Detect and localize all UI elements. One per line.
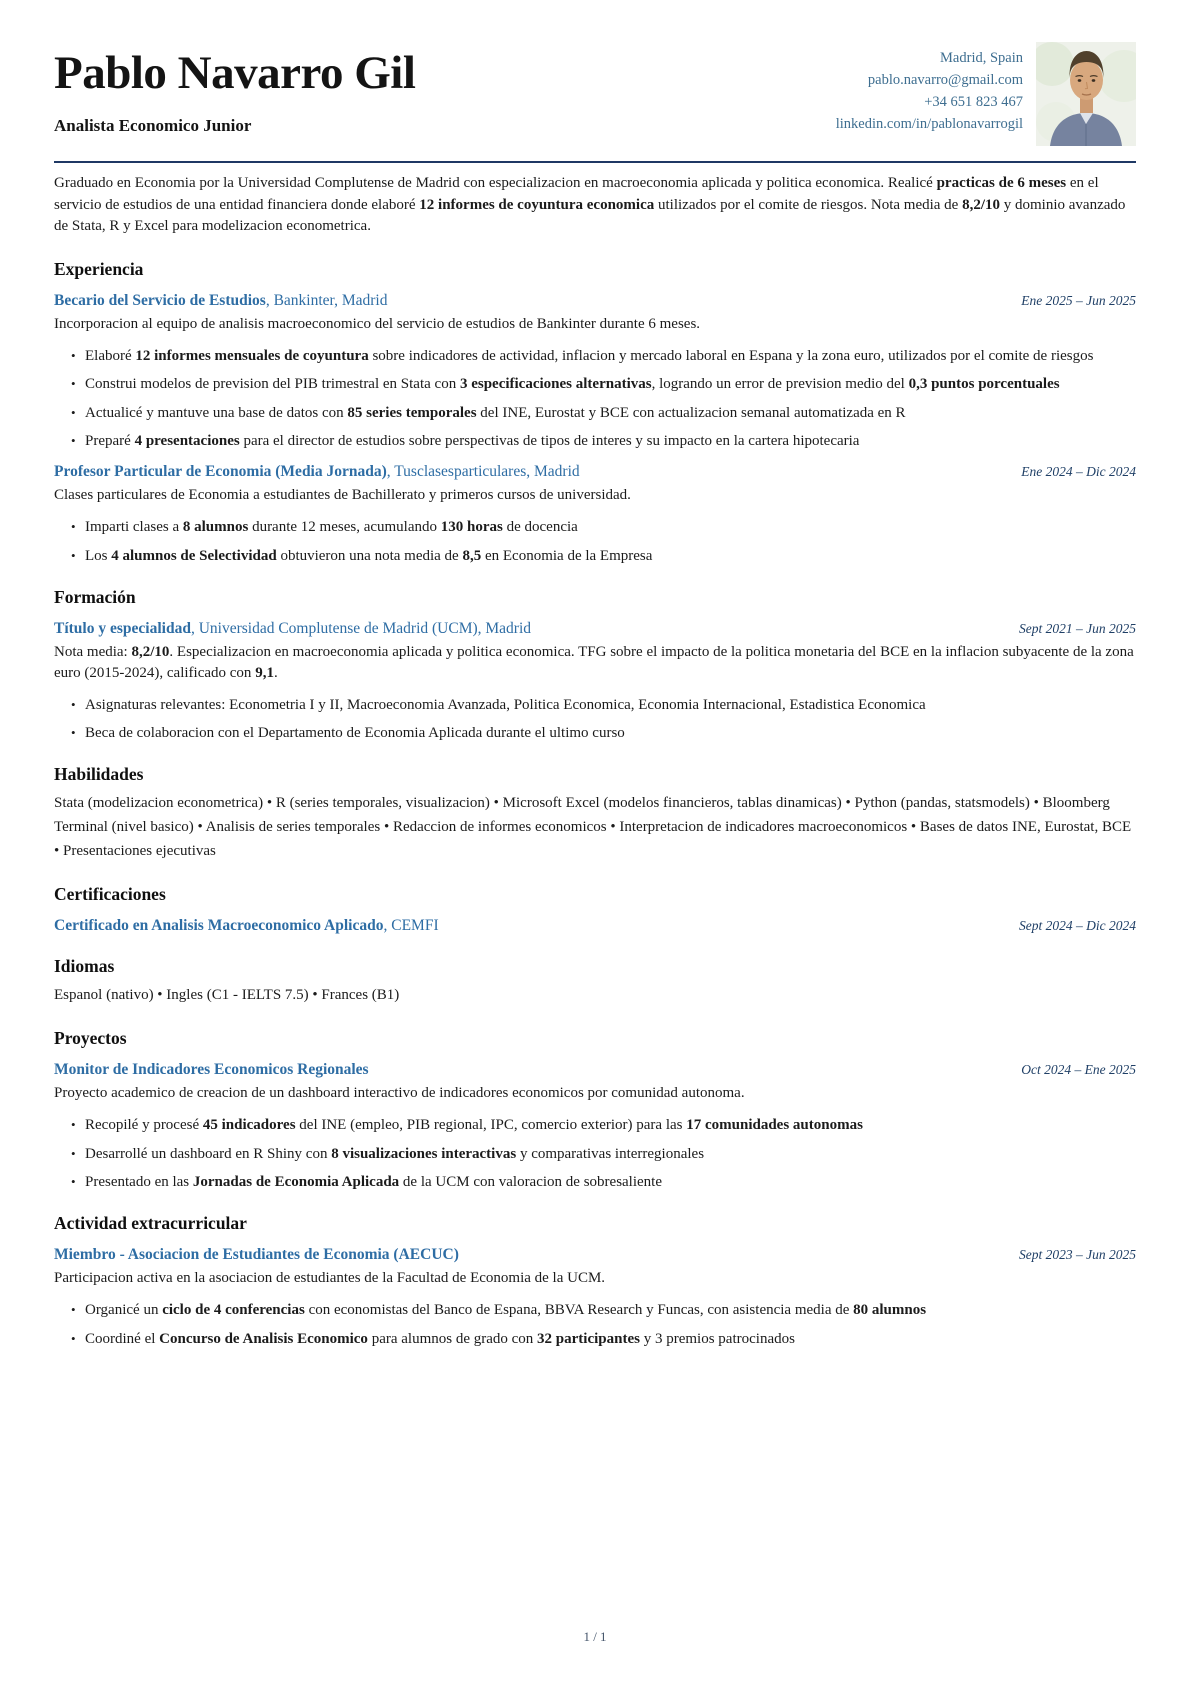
entry xyxy=(54,1061,1136,1192)
bullet-item xyxy=(85,723,1136,743)
text-segment: con economistas del Banco de Espana, BBVA Research y Funcas, con asistencia media de xyxy=(304,1302,854,1318)
bullet-item xyxy=(85,1329,1136,1349)
entry xyxy=(54,917,1136,935)
text-segment: Elaboré xyxy=(85,347,136,364)
highlighted-text: 0,3 puntos porcentuales xyxy=(908,376,1060,392)
contact-email: pablo.navarro@gmail.com xyxy=(867,72,1023,88)
entry-head xyxy=(54,1246,1136,1264)
section-paragraph-habilidades xyxy=(54,791,1136,863)
section-heading-actividad-extracurricular: Actividad extracurricular xyxy=(54,1213,247,1233)
text-segment: obtuvieron una nota media de xyxy=(276,547,463,564)
text-segment: sobre indicadores de actividad, inflacion y mercado laboral en Espana y la zona euro, utilizados por el comite de riesgos xyxy=(368,347,1094,364)
entry-date-range: Sept 2023 – Jun 2025 xyxy=(1019,1247,1136,1262)
entry-head xyxy=(54,292,1136,310)
entry xyxy=(54,620,1136,744)
text-segment: . Especializacion en macroeconomia aplicada y politica economica. TFG sobre el impacto de la politica monetaria del BCE en la inflacion subyacente de la zona euro (2015-2024), calificado con xyxy=(54,643,1134,681)
text-segment: Desarrollé un dashboard en R Shiny con xyxy=(85,1145,332,1162)
entry-organization: , Tusclasesparticulares, Madrid xyxy=(386,463,580,480)
job-title: Analista Economico Junior xyxy=(54,115,252,135)
profile-photo xyxy=(1036,42,1136,146)
highlighted-text: 8 visualizaciones interactivas xyxy=(331,1145,517,1162)
entry-bullet-list xyxy=(54,1300,1136,1349)
entry-date-range: Oct 2024 – Ene 2025 xyxy=(1021,1062,1136,1077)
text-segment: del INE (empleo, PIB regional, IPC, comercio exterior) para las xyxy=(295,1117,687,1133)
profile-photo-image xyxy=(1036,42,1136,146)
entry xyxy=(54,463,1136,566)
entry-description: Participacion activa en la asociacion de estudiantes de la Facultad de Economia de la UCM. xyxy=(54,1270,606,1286)
entry-title: Becario del Servicio de Estudios xyxy=(54,291,266,309)
section-actividad-extracurricular xyxy=(54,1213,1136,1349)
section-habilidades xyxy=(54,764,1136,863)
entry-title-group xyxy=(54,620,531,638)
highlighted-text: Concurso de Analisis Economico xyxy=(159,1330,368,1347)
text-segment: durante 12 meses, acumulando xyxy=(248,519,441,535)
section-heading-idiomas: Idiomas xyxy=(54,956,115,976)
highlighted-text: 8,2/10 xyxy=(131,643,170,660)
section-paragraph-idiomas xyxy=(54,983,1136,1007)
text-segment: Espanol (nativo) • Ingles (C1 - IELTS 7.5) • Frances (B1) xyxy=(54,987,400,1003)
summary-paragraph xyxy=(54,173,1136,238)
highlighted-text: 3 especificaciones alternativas xyxy=(459,376,652,392)
entry xyxy=(54,292,1136,452)
text-segment: Nota media: xyxy=(54,643,132,660)
entry-description: Incorporacion al equipo de analisis macroeconomico del servicio de estudios de Bankinter durante 6 meses. xyxy=(54,315,701,332)
entry-title-group xyxy=(54,463,580,481)
highlighted-text: 32 participantes xyxy=(537,1330,640,1347)
highlighted-text: 12 informes de coyuntura economica xyxy=(419,196,655,213)
page-indicator: 1 / 1 xyxy=(583,1629,607,1644)
text-segment: para el director de estudios sobre perspectivas de tipos de interes y su impacto en la cartera hipotecaria xyxy=(239,433,860,449)
bullet-item xyxy=(85,546,1136,566)
text-segment: Graduado en Economia por la Universidad Complutense de Madrid con especializacion en macroeconomia aplicada y politica economica. Realicé xyxy=(54,175,937,191)
person-name: Pablo Navarro Gil xyxy=(54,47,416,99)
text-segment: Recopilé y procesé xyxy=(85,1117,203,1133)
contact-location: Madrid, Spain xyxy=(940,50,1023,66)
text-segment: Los xyxy=(85,547,112,564)
section-heading-habilidades: Habilidades xyxy=(54,764,144,784)
sections xyxy=(54,259,1136,1349)
entry-head xyxy=(54,917,1136,935)
entry-date-range: Ene 2025 – Jun 2025 xyxy=(1021,292,1136,308)
text-segment: , logrando un error de prevision medio del xyxy=(651,376,909,392)
contact-block xyxy=(836,47,1023,135)
text-segment: Organicé un xyxy=(85,1302,163,1318)
text-segment: y 3 premios patrocinados xyxy=(639,1330,795,1347)
entry-organization: , CEMFI xyxy=(383,917,439,934)
entry-bullet-list xyxy=(54,1115,1136,1192)
highlighted-text: 85 series temporales xyxy=(347,404,477,421)
entry-bullet-list xyxy=(54,346,1136,452)
highlighted-text: 8,2/10 xyxy=(962,196,1001,213)
section-heading-proyectos: Proyectos xyxy=(54,1028,127,1048)
bullet-item xyxy=(85,517,1136,537)
text-segment: Imparti clases a xyxy=(85,519,183,535)
header xyxy=(54,42,1136,146)
highlighted-text: Jornadas de Economia Aplicada xyxy=(192,1174,400,1190)
section-heading-experiencia: Experiencia xyxy=(54,258,144,279)
text-segment: Beca de colaboracion con el Departamento de Economia Aplicada durante el ultimo curso xyxy=(85,725,625,741)
entry-date-range: Sept 2021 – Jun 2025 xyxy=(1019,620,1136,636)
bullet-item xyxy=(85,695,1136,715)
entry-head xyxy=(54,620,1136,638)
highlighted-text: 8,5 xyxy=(462,547,482,564)
text-segment: Coordiné el xyxy=(85,1330,160,1347)
entry xyxy=(54,1246,1136,1349)
contact-linkedin: linkedin.com/in/pablonavarrogil xyxy=(835,116,1023,132)
entry-organization: , Universidad Complutense de Madrid (UCM), Madrid xyxy=(190,619,532,637)
text-segment: Construi modelos de prevision del PIB trimestral en Stata con xyxy=(85,376,460,392)
section-formacion xyxy=(54,587,1136,744)
highlighted-text: 80 alumnos xyxy=(853,1302,927,1318)
text-segment: de docencia xyxy=(502,519,578,535)
text-segment: Presentado en las xyxy=(85,1174,193,1190)
entry-description: Proyecto academico de creacion de un dashboard interactivo de indicadores economicos por comunidad autonoma. xyxy=(54,1085,745,1101)
section-idiomas xyxy=(54,956,1136,1007)
highlighted-text: 45 indicadores xyxy=(202,1117,296,1133)
bullet-item xyxy=(85,403,1136,423)
entry-title: Certificado en Analisis Macroeconomico Aplicado xyxy=(54,917,384,934)
highlighted-text: 130 horas xyxy=(440,519,503,535)
highlighted-text: 9,1 xyxy=(255,664,274,681)
text-segment: y comparativas interregionales xyxy=(516,1145,705,1162)
entry-bullet-list xyxy=(54,517,1136,566)
text-segment: . xyxy=(273,664,278,681)
entry-title-group xyxy=(54,1246,459,1264)
entry-organization: , Bankinter, Madrid xyxy=(265,291,388,309)
entry-title: Miembro - Asociacion de Estudiantes de Economia (AECUC) xyxy=(54,1246,459,1263)
entry-title: Profesor Particular de Economia (Media Jornada) xyxy=(54,463,387,480)
entry-title-group xyxy=(54,292,387,310)
section-heading-formacion: Formación xyxy=(54,586,136,607)
text-segment: Preparé xyxy=(85,433,135,449)
section-proyectos xyxy=(54,1028,1136,1192)
text-segment: Actualicé y mantuve una base de datos con xyxy=(85,404,348,421)
section-experiencia xyxy=(54,259,1136,566)
entry-date-range: Ene 2024 – Dic 2024 xyxy=(1021,464,1136,479)
section-certificaciones xyxy=(54,884,1136,935)
text-segment: para alumnos de grado con xyxy=(367,1330,538,1347)
header-identity xyxy=(54,42,836,136)
highlighted-text: 17 comunidades autonomas xyxy=(686,1117,863,1133)
text-segment: Asignaturas relevantes: Econometria I y II, Macroeconomia Avanzada, Politica Economica, Economia Internacional, Estadistica Economica xyxy=(85,696,926,713)
bullet-item xyxy=(85,374,1136,394)
bullet-item xyxy=(85,1115,1136,1135)
bullet-item xyxy=(85,1144,1136,1164)
text-segment: de la UCM con valoracion de sobresaliente xyxy=(399,1174,663,1190)
section-heading-certificaciones: Certificaciones xyxy=(54,884,166,904)
highlighted-text: practicas de 6 meses xyxy=(936,175,1067,191)
text-segment: en Economia de la Empresa xyxy=(481,547,653,564)
text-segment: utilizados por el comite de riesgos. Nota media de xyxy=(654,196,963,213)
entry-date-range: Sept 2024 – Dic 2024 xyxy=(1019,918,1136,933)
text-segment: Stata (modelizacion econometrica) • R (series temporales, visualizacion) • Microsoft Excel (modelos financieros, tablas dinamicas) • Python (pandas, statsmodels) • Bloomberg Terminal (nivel basico) • Analisis de series temporales • Redaccion de informes economicos • Interpretacion de indicadores macroeconomicos • Bases de datos INE, Eurostat, BCE • Presentaciones ejecutivas xyxy=(54,795,1132,859)
bullet-item xyxy=(85,1172,1136,1192)
entry-title-group xyxy=(54,917,439,935)
entry-description: Clases particulares de Economia a estudiantes de Bachillerato y primeros cursos de universidad. xyxy=(54,487,631,503)
contact-phone: +34 651 823 467 xyxy=(924,94,1023,110)
header-divider xyxy=(54,161,1136,163)
entry-bullet-list xyxy=(54,695,1136,744)
entry-head xyxy=(54,1061,1136,1079)
highlighted-text: 8 alumnos xyxy=(182,519,249,535)
entry-title: Título y especialidad xyxy=(54,619,191,637)
bullet-item xyxy=(85,1300,1136,1320)
text-segment: del INE, Eurostat y BCE con actualizacion semanal automatizada en R xyxy=(476,404,906,421)
highlighted-text: 4 alumnos de Selectividad xyxy=(111,547,277,564)
highlighted-text: ciclo de 4 conferencias xyxy=(162,1302,305,1318)
highlighted-text: 12 informes mensuales de coyuntura xyxy=(135,347,369,364)
bullet-item xyxy=(85,431,1136,451)
highlighted-text: 4 presentaciones xyxy=(134,433,240,449)
text-segment: y dominio avanzado de Stata, R y Excel para modelizacion econometrica. xyxy=(54,196,1126,234)
entry-description xyxy=(54,642,1136,684)
entry-head xyxy=(54,463,1136,481)
bullet-item xyxy=(85,346,1136,366)
text-segment: en el servicio de estudios de una entidad financiera donde elaboré xyxy=(54,175,1099,213)
entry-title: Monitor de Indicadores Economicos Regionales xyxy=(54,1061,369,1078)
entry-title-group xyxy=(54,1061,369,1079)
